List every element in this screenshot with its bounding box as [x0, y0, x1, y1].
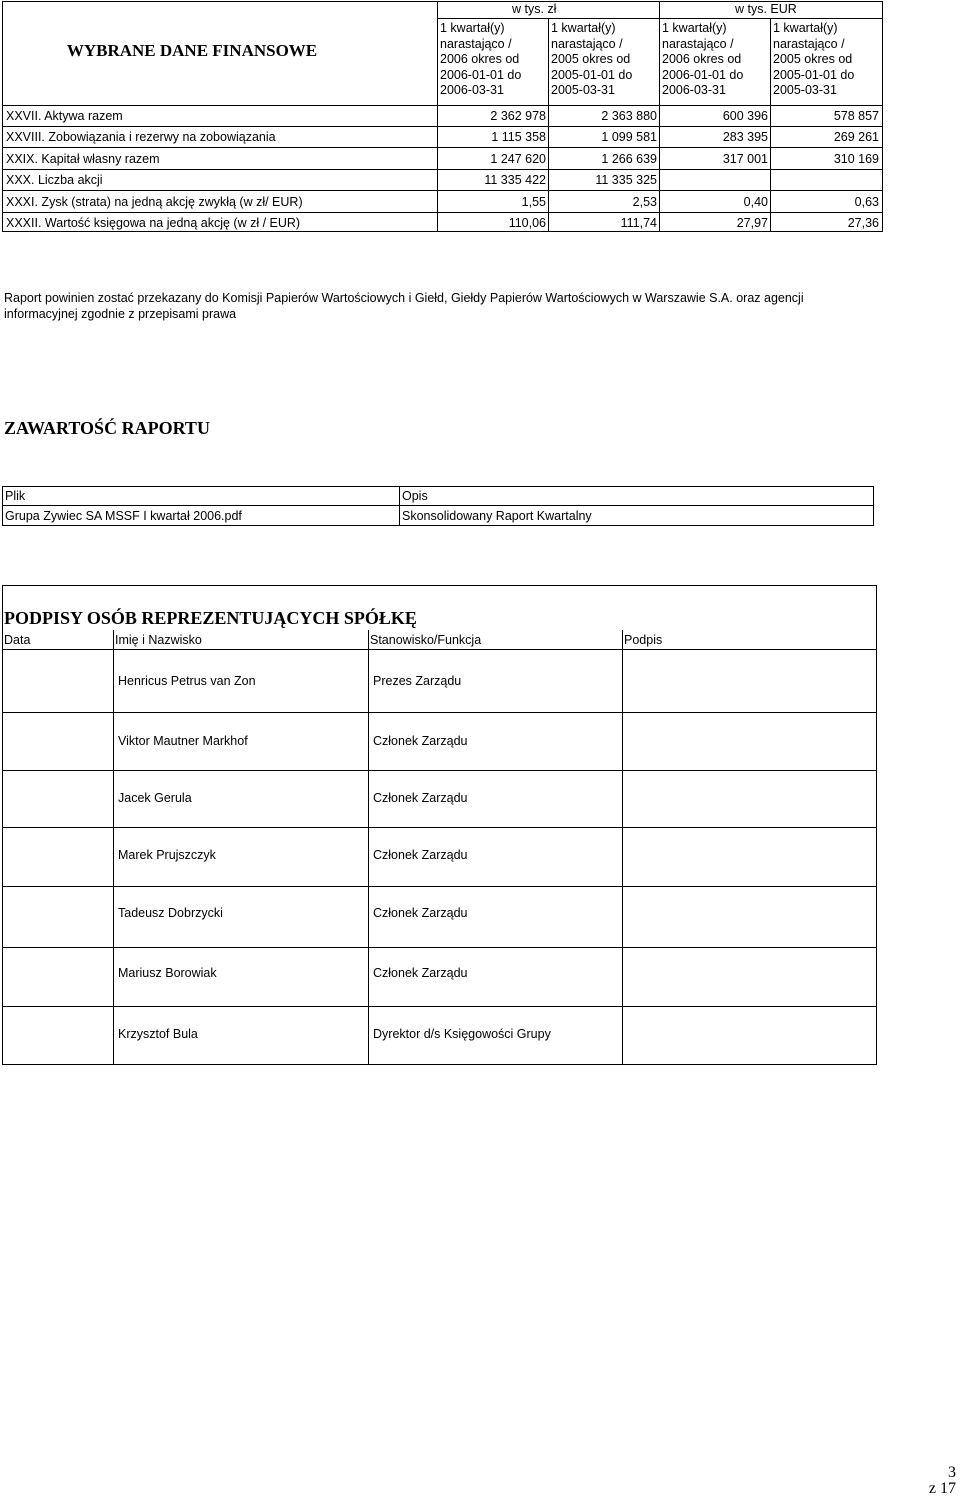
- column-header: 1 kwartał(y) narastająco / 2005 okres od 2005-01-01 do 2005-03-31: [773, 21, 855, 97]
- row-value: 310 169: [833, 152, 879, 166]
- row-value: 1 266 639: [601, 152, 657, 166]
- report-notice: Raport powinien zostać przekazany do Komisji Papierów Wartościowych i Giełd, Giełdy Papierów Wartościowych w Warszawie S.A. oraz agencji informacyjnej zgodnie z przepisami prawa: [4, 291, 804, 321]
- person-position: Członek Zarządu: [373, 966, 468, 980]
- person-position: Dyrektor d/s Księgowości Grupy: [373, 1027, 551, 1041]
- row-label: XXXII. Wartość księgowa na jedną akcję (w zł / EUR): [6, 216, 301, 230]
- person-name: Krzysztof Bula: [118, 1027, 198, 1041]
- position-header: Stanowisko/Funkcja: [370, 633, 482, 647]
- column-header: 1 kwartał(y) narastająco / 2006 okres od 2006-01-01 do 2006-03-31: [440, 21, 522, 97]
- row-value: 283 395: [722, 130, 768, 144]
- person-position: Członek Zarządu: [373, 906, 468, 920]
- row-value: 2 362 978: [490, 109, 546, 123]
- person-name: Henricus Petrus van Zon: [118, 674, 256, 688]
- person-name: Mariusz Borowiak: [118, 966, 217, 980]
- row-value: 1 247 620: [490, 152, 546, 166]
- row-value: 1,55: [521, 195, 546, 209]
- row-value: 110,06: [508, 216, 546, 230]
- file-header: Plik: [5, 489, 26, 503]
- financial-table: [2, 1, 883, 232]
- currency-pln: w tys. zł: [512, 2, 557, 16]
- row-label: XXVII. Aktywa razem: [6, 109, 123, 123]
- row-value: 11 335 325: [595, 173, 657, 187]
- page-number: 3: [948, 1464, 956, 1481]
- date-header: Data: [4, 633, 31, 647]
- row-value: 11 335 422: [484, 173, 546, 187]
- row-label: XXIX. Kapitał własny razem: [6, 152, 160, 166]
- signatures-table: [2, 585, 877, 1065]
- person-position: Członek Zarządu: [373, 791, 468, 805]
- file-description: Skonsolidowany Raport Kwartalny: [402, 509, 592, 523]
- financial-title: WYBRANE DANE FINANSOWE: [66, 41, 318, 60]
- page-total: z 17: [928, 1480, 956, 1497]
- description-header: Opis: [402, 489, 428, 503]
- person-name: Jacek Gerula: [118, 791, 192, 805]
- row-value: 317 001: [722, 152, 768, 166]
- name-header: Imię i Nazwisko: [115, 633, 202, 647]
- row-label: XXXI. Zysk (strata) na jedną akcję zwykłą (w zł/ EUR): [6, 195, 303, 209]
- row-value: 2 363 880: [601, 109, 657, 123]
- person-position: Prezes Zarządu: [373, 674, 462, 688]
- row-value: 578 857: [833, 109, 879, 123]
- row-value: 1 115 358: [491, 130, 546, 144]
- person-name: Marek Prujszczyk: [118, 848, 216, 862]
- row-value: 27,36: [847, 216, 879, 230]
- row-value: 1 099 581: [601, 130, 657, 144]
- currency-eur: w tys. EUR: [735, 2, 797, 16]
- signatures-title: PODPISY OSÓB REPREZENTUJĄCYCH SPÓŁKĘ: [4, 608, 417, 628]
- column-header: 1 kwartał(y) narastająco / 2005 okres od 2005-01-01 do 2005-03-31: [551, 21, 633, 97]
- person-name: Viktor Mautner Markhof: [118, 734, 248, 748]
- contents-title: ZAWARTOŚĆ RAPORTU: [4, 418, 210, 438]
- row-value: 0,40: [743, 195, 768, 209]
- row-value: 269 261: [833, 130, 879, 144]
- person-position: Członek Zarządu: [373, 734, 468, 748]
- person-position: Członek Zarządu: [373, 848, 468, 862]
- file-name: Grupa Zywiec SA MSSF I kwartał 2006.pdf: [5, 509, 242, 523]
- row-value: 111,74: [620, 216, 657, 230]
- row-value: 0,63: [854, 195, 879, 209]
- row-value: 27,97: [736, 216, 768, 230]
- row-value: 600 396: [722, 109, 768, 123]
- person-name: Tadeusz Dobrzycki: [118, 906, 223, 920]
- column-header: 1 kwartał(y) narastająco / 2006 okres od 2006-01-01 do 2006-03-31: [662, 21, 744, 97]
- signature-header: Podpis: [624, 633, 663, 647]
- row-label: XXVIII. Zobowiązania i rezerwy na zobowiązania: [6, 130, 276, 144]
- row-label: XXX. Liczba akcji: [6, 173, 103, 187]
- files-table: [2, 486, 874, 526]
- row-value: 2,53: [632, 195, 657, 209]
